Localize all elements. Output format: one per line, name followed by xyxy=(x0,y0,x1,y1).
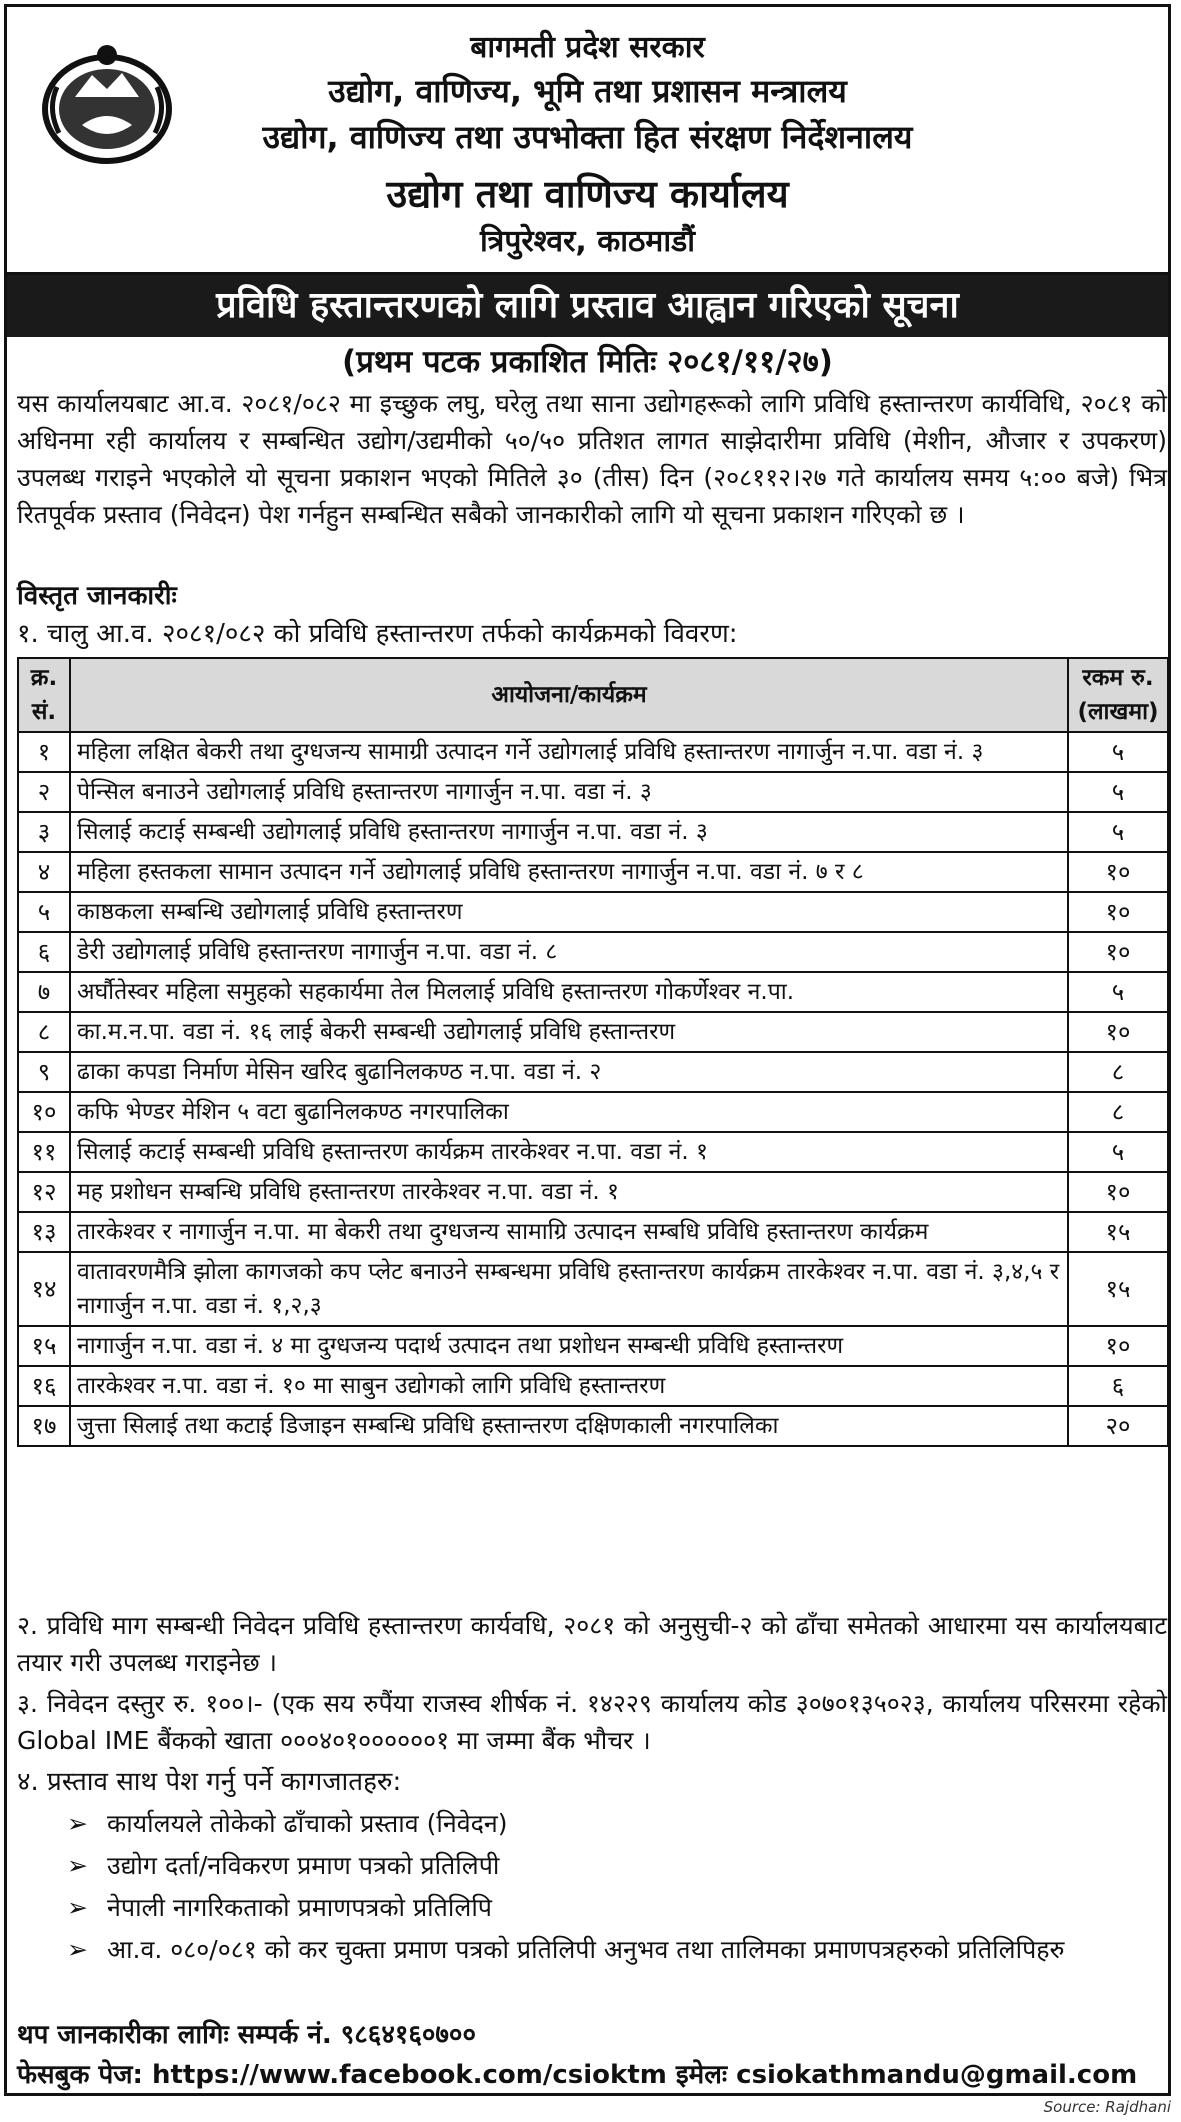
row-program: तारकेश्वर र नागार्जुन न.पा. मा बेकरी तथा दुग्धजन्य सामाग्रि उत्पादन सम्बधि प्रविधि हस्तान्तरण कार्यक्रम xyxy=(70,1212,1068,1252)
doc-item: ➢ नेपाली नागरिकताको प्रमाणपत्रको प्रतिलिपि xyxy=(67,1889,492,1927)
row-amount: ६ xyxy=(1068,1366,1168,1406)
table-header-row xyxy=(18,658,1168,732)
published-date: (प्रथम पटक प्रकाशित मितिः २०८१/११/२७) xyxy=(342,344,833,380)
row-amount: १० xyxy=(1068,1012,1168,1052)
arrow-bullet-icon: ➢ xyxy=(67,1809,88,1838)
row-amount: १० xyxy=(1068,932,1168,972)
contact-line: थप जानकारीका लागिः सम्पर्क नं. ९८६४१६०७०० xyxy=(17,2020,476,2050)
row-sn: १० xyxy=(18,1092,70,1132)
row-sn: १३ xyxy=(18,1212,70,1252)
row-program: नागार्जुन न.पा. वडा नं. ४ मा दुग्धजन्य पदार्थ उत्पादन तथा प्रशोधन सम्बन्धी प्रविधि हस्तान्तरण xyxy=(70,1326,1068,1366)
ministry-line: उद्योग, वाणिज्य, भूमि तथा प्रशासन मन्त्रालय xyxy=(328,72,847,110)
row-program: सिलाई कटाई सम्बन्धी प्रविधि हस्तान्तरण कार्यक्रम तारकेश्वर न.पा. वडा नं. १ xyxy=(70,1132,1068,1172)
row-program: काष्ठकला सम्बन्धि उद्योगलाई प्रविधि हस्तान्तरण xyxy=(70,892,1068,932)
arrow-bullet-icon: ➢ xyxy=(67,1851,88,1880)
row-amount: ५ xyxy=(1068,732,1168,772)
row-program: का.म.न.पा. वडा नं. १६ लाई बेकरी सम्बन्धी उद्योगलाई प्रविधि हस्तान्तरण xyxy=(70,1012,1068,1052)
row-amount: ५ xyxy=(1068,772,1168,812)
facebook-email-line: फेसबुक पेज: https://www.facebook.com/csioktm इमेलः csiokathmandu@gmail.com xyxy=(17,2060,1138,2090)
row-amount: ८ xyxy=(1068,1092,1168,1132)
row-amount: १० xyxy=(1068,852,1168,892)
row-program: ढाका कपडा निर्माण मेसिन खरिद बुढानिलकण्ठ न.पा. वडा नं. २ xyxy=(70,1052,1068,1092)
notice-frame xyxy=(4,4,1171,2096)
table-row xyxy=(18,1406,1168,1446)
row-sn: ६ xyxy=(18,932,70,972)
row-sn: ९ xyxy=(18,1052,70,1092)
table-row xyxy=(18,972,1168,1012)
address-line: त्रिपुरेश्वर, काठमाडौं xyxy=(480,224,695,259)
office-line: उद्योग तथा वाणिज्य कार्यालय xyxy=(386,172,789,216)
col-program: आयोजना/कार्यक्रम xyxy=(70,658,1068,732)
row-program: डेरी उद्योगलाई प्रविधि हस्तान्तरण नागार्जुन न.पा. वडा नं. ८ xyxy=(70,932,1068,972)
row-amount: ५ xyxy=(1068,972,1168,1012)
row-sn: २ xyxy=(18,772,70,812)
doc-item: ➢ उद्योग दर्ता/नविकरण प्रमाण पत्रको प्रतिलिपी xyxy=(67,1847,499,1885)
table-row xyxy=(18,732,1168,772)
table-row xyxy=(18,932,1168,972)
row-program: महिला हस्तकला सामान उत्पादन गर्ने उद्योगलाई प्रविधि हस्तान्तरण नागार्जुन न.पा. वडा नं. ७ र ८ xyxy=(70,852,1068,892)
row-program: सिलाई कटाई सम्बन्धी उद्योगलाई प्रविधि हस्तान्तरण नागार्जुन न.पा. वडा नं. ३ xyxy=(70,812,1068,852)
col-sn: क्र. सं. xyxy=(18,658,70,732)
table-row xyxy=(18,1052,1168,1092)
program-table xyxy=(17,657,1169,1447)
table-row xyxy=(18,1092,1168,1132)
row-amount: २० xyxy=(1068,1406,1168,1446)
directorate-line: उद्योग, वाणिज्य तथा उपभोक्ता हित संरक्षण निर्देशनालय xyxy=(262,118,913,156)
row-amount: १० xyxy=(1068,892,1168,932)
row-amount: ५ xyxy=(1068,812,1168,852)
row-program: तारकेश्वर न.पा. वडा नं. १० मा साबुन उद्योगको लागि प्रविधि हस्तान्तरण xyxy=(70,1366,1068,1406)
table-row xyxy=(18,812,1168,852)
row-sn: ८ xyxy=(18,1012,70,1052)
doc-item: ➢ कार्यालयले तोकेको ढाँचाको प्रस्ताव (निवेदन) xyxy=(67,1805,508,1843)
source-credit: Source: Rajdhani xyxy=(1043,2098,1171,2116)
row-program: मह प्रशोधन सम्बन्धि प्रविधि हस्तान्तरण तारकेश्वर न.पा. वडा नं. १ xyxy=(70,1172,1068,1212)
table-row xyxy=(18,892,1168,932)
item-1: १. चालु आ.व. २०८१/०८२ को प्रविधि हस्तान्तरण तर्फको कार्यक्रमको विवरण: xyxy=(17,619,738,649)
table-row xyxy=(18,1012,1168,1052)
item-4: ४. प्रस्ताव साथ पेश गर्नु पर्ने कागजातहरु: xyxy=(17,1767,402,1797)
row-sn: ११ xyxy=(18,1132,70,1172)
details-heading: विस्तृत जानकारीः xyxy=(17,581,177,611)
row-amount: १५ xyxy=(1068,1212,1168,1252)
row-amount: १५ xyxy=(1068,1252,1168,1326)
row-amount: ८ xyxy=(1068,1052,1168,1092)
row-program: महिला लक्षित बेकरी तथा दुग्धजन्य सामाग्री उत्पादन गर्ने उद्योगलाई प्रविधि हस्तान्तरण नागार्जुन न.पा. वडा नं. ३ xyxy=(70,732,1068,772)
row-program: अर्घौतेस्वर महिला समुहको सहकार्यमा तेल मिललाई प्रविधि हस्तान्तरण गोकर्णेश्वर न.पा. xyxy=(70,972,1068,1012)
table-row xyxy=(18,1172,1168,1212)
table-row xyxy=(18,1212,1168,1252)
province-line: बागमती प्रदेश सरकार xyxy=(470,30,705,65)
arrow-bullet-icon: ➢ xyxy=(67,1893,88,1922)
row-sn: १२ xyxy=(18,1172,70,1212)
row-amount: १० xyxy=(1068,1172,1168,1212)
table-row xyxy=(18,852,1168,892)
doc-item: ➢ आ.व. ०८०/०८१ को कर चुक्ता प्रमाण पत्रको प्रतिलिपी अनुभव तथा तालिमका प्रमाणपत्रहरुको प्रतिलिपिहरु xyxy=(67,1931,1157,1969)
row-program: कफि भेण्डर मेशिन ५ वटा बुढानिलकण्ठ नगरपालिका xyxy=(70,1092,1068,1132)
row-sn: १ xyxy=(18,732,70,772)
item-2: २. प्रविधि माग सम्बन्धी निवेदन प्रविधि हस्तान्तरण कार्यवधि, २०८१ को अनुसुची-२ को ढाँचा समेतको आधारमा यस कार्यालयबाट तयार गरी उपलब्ध गराइनेछ । xyxy=(17,1611,1167,1677)
col-amount: रकम रु. (लाखमा) xyxy=(1068,658,1168,732)
row-program: वातावरणमैत्रि झोला कागजको कप प्लेट बनाउने सम्बन्धमा प्रविधि हस्तान्तरण कार्यक्रम तारकेश्वर न.पा. वडा नं. ३,४,५ र नागार्जुन न.पा. वडा नं. १,२,३ xyxy=(70,1252,1068,1326)
row-sn: ७ xyxy=(18,972,70,1012)
row-amount: १० xyxy=(1068,1326,1168,1366)
notice-title: प्रविधि हस्तान्तरणको लागि प्रस्ताव आह्वान गरिएको सूचना xyxy=(7,275,1168,337)
intro-paragraph: यस कार्यालयबाट आ.व. २०८१/०८२ मा इच्छुक लघु, घरेलु तथा साना उद्योगहरूको लागि प्रविधि हस्तान्तरण कार्यविधि, २०८१ को अधिनमा रही कार्यालय र सम्बन्धित उद्योग/उद्यमीको ५०/५० प्रतिशत लागत साझेदारीमा प्रविधि (मेशीन, औजार र उपकरण) उपलब्ध गराइने भएकोले यो सूचना प्रकाशन भएको मितिले ३० (तीस) दिन (२०८११२।२७ गते कार्यालय समय ५:०० बजे) भित्र रितपूर्वक प्रस्ताव (निवेदन) पेश गर्नहुन सम्बन्धित सबैको जानकारीको लागि यो सूचना प्रकाशन गरिएको छ । xyxy=(17,389,1167,529)
notice-header xyxy=(7,7,1168,275)
table-row xyxy=(18,1132,1168,1172)
row-amount: ५ xyxy=(1068,1132,1168,1172)
table-row xyxy=(18,1326,1168,1366)
table-row xyxy=(18,1252,1168,1326)
row-sn: १७ xyxy=(18,1406,70,1446)
row-sn: ५ xyxy=(18,892,70,932)
item-3: ३. निवेदन दस्तुर रु. १००।- (एक सय रुपैंया राजस्व शीर्षक नं. १४२२९ कार्यालय कोड ३०७०१३५०२३, कार्यालय परिसरमा रहेको Global IME बैंकको खाता ०००४०१००००००१ मा जम्मा बैंक भौचर । xyxy=(17,1689,1167,1755)
row-program: जुत्ता सिलाई तथा कटाई डिजाइन सम्बन्धि प्रविधि हस्तान्तरण दक्षिणकाली नगरपालिका xyxy=(70,1406,1068,1446)
row-sn: १५ xyxy=(18,1326,70,1366)
row-sn: ४ xyxy=(18,852,70,892)
table-row xyxy=(18,772,1168,812)
table-row xyxy=(18,1366,1168,1406)
row-sn: १४ xyxy=(18,1252,70,1326)
arrow-bullet-icon: ➢ xyxy=(67,1935,88,1964)
row-program: पेन्सिल बनाउने उद्योगलाई प्रविधि हस्तान्तरण नागार्जुन न.पा. वडा नं. ३ xyxy=(70,772,1068,812)
row-sn: १६ xyxy=(18,1366,70,1406)
row-sn: ३ xyxy=(18,812,70,852)
